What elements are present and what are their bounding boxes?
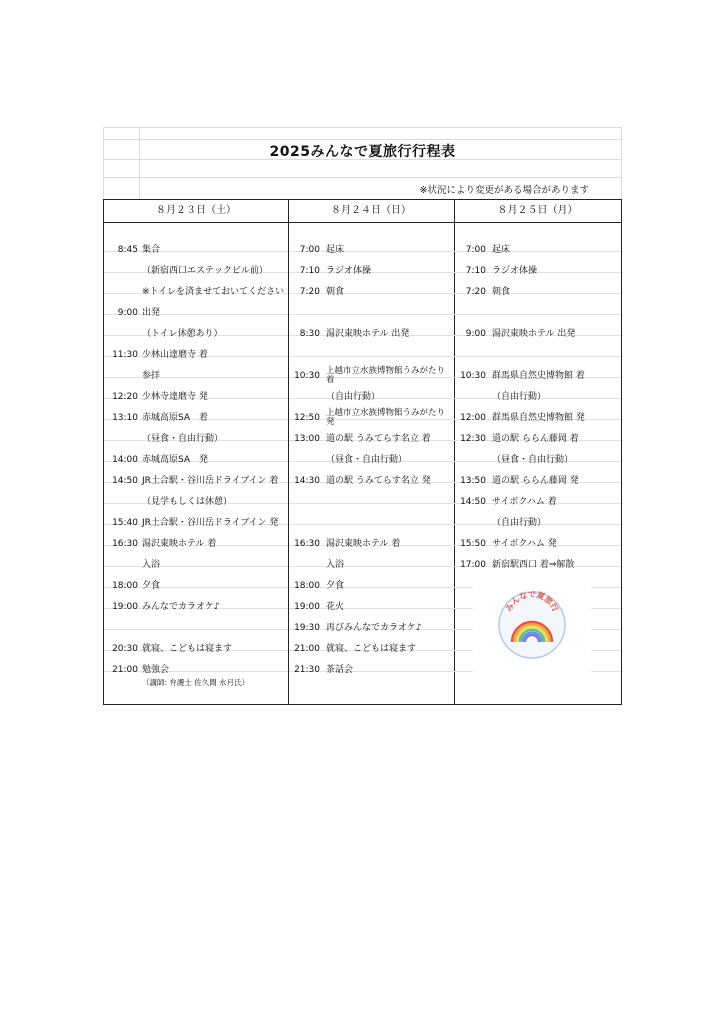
grid-line [139, 127, 140, 199]
schedule-time: 14:00 [112, 455, 138, 465]
schedule-event: （見学もしくは休憩） [142, 497, 233, 507]
schedule-event: サイボクハム 着 [492, 497, 557, 507]
schedule-time: 9:00 [465, 329, 486, 339]
schedule-event: 湯沢東映ホテル 着 [142, 539, 217, 549]
schedule-event: JR土合駅・谷川岳ドライブイン 発 [142, 518, 279, 528]
schedule-time: 8:45 [117, 245, 138, 255]
schedule-time: 17:00 [460, 560, 486, 570]
schedule-event: 出発 [142, 308, 161, 318]
schedule-event: 入浴 [326, 560, 345, 570]
row-separator [289, 314, 455, 315]
schedule-time: 7:00 [465, 245, 486, 255]
schedule-time: 10:30 [460, 371, 486, 381]
schedule-event: JR土合駅・谷川岳ドライブイン 着 [142, 476, 279, 486]
schedule-event: 花火 [326, 602, 345, 612]
schedule-time: 19:00 [294, 602, 320, 612]
schedule-time: 13:00 [294, 434, 320, 444]
schedule-event: 起床 [492, 245, 511, 255]
schedule-time: 7:10 [465, 266, 486, 276]
schedule-event: 就寝、こどもは寝ます [326, 644, 417, 654]
schedule-event: （新宿西口エステックビル前） [142, 266, 268, 276]
schedule-event: （トイレ休憩あり） [142, 329, 223, 339]
schedule-time: 9:00 [117, 308, 138, 318]
schedule-event: （自由行動） [492, 518, 547, 528]
schedule-event: 朝食 [326, 287, 345, 297]
schedule-event: 起床 [326, 245, 345, 255]
schedule-event: 集合 [142, 245, 161, 255]
grid-line [103, 139, 622, 140]
schedule-time: 16:30 [294, 539, 320, 549]
logo-title: みんなで夏旅行 [503, 590, 561, 614]
schedule-time: 19:00 [112, 602, 138, 612]
row-separator [289, 524, 455, 525]
schedule-event: 夕食 [142, 581, 161, 591]
schedule-event: 少林寺達磨寺 発 [142, 392, 208, 402]
schedule-time: 14:50 [112, 476, 138, 486]
schedule-event: （自由行動） [326, 392, 381, 402]
schedule-event: （昼食・自由行動） [142, 434, 224, 444]
schedule-time: 13:50 [460, 476, 486, 486]
schedule-event: （昼食・自由行動） [492, 455, 574, 465]
day-header-3: ８月２５日（月） [497, 205, 578, 216]
schedule-time: 20:30 [112, 644, 138, 654]
schedule-event: 少林山達磨寺 着 [142, 350, 208, 360]
schedule-event: 勉強会 [142, 665, 170, 675]
schedule-event: ※トイレを済ませておいてください [142, 287, 285, 297]
schedule-event: 群馬県自然史博物館 発 [492, 413, 585, 423]
schedule-time: 13:10 [112, 413, 138, 423]
schedule-event: みんなでカラオケ♪ [142, 602, 220, 612]
schedule-time: 21:00 [294, 644, 320, 654]
row-separator [455, 356, 621, 357]
schedule-time: 12:50 [294, 413, 320, 423]
schedule-time: 19:30 [294, 623, 320, 633]
itinerary-sheet [103, 127, 622, 706]
schedule-event: 湯沢東映ホテル 着 [326, 539, 401, 549]
schedule-time: 7:20 [299, 287, 320, 297]
row-separator [289, 503, 455, 504]
schedule-event: 朝食 [492, 287, 511, 297]
schedule-event: 夕食 [326, 581, 345, 591]
schedule-time: 10:30 [294, 371, 320, 381]
grid-line [103, 127, 104, 199]
schedule-time: 8:30 [299, 329, 320, 339]
schedule-event: （自由行動） [492, 392, 547, 402]
schedule-event: 道の駅 うみてらす名立 着 [326, 434, 431, 444]
schedule-time: 14:30 [294, 476, 320, 486]
schedule-event: サイボクハム 発 [492, 539, 557, 549]
schedule-time: 12:30 [460, 434, 486, 444]
schedule-event: ラジオ体操 [326, 266, 372, 276]
day-header-2: ８月２４日（日） [331, 205, 411, 216]
rainbow-logo [497, 590, 567, 660]
schedule-time: 11:30 [112, 350, 138, 360]
schedule-time: 15:40 [112, 518, 138, 528]
schedule-event: 参拝 [142, 371, 161, 381]
schedule-time: 7:20 [465, 287, 486, 297]
row-separator [289, 356, 455, 357]
lecturer-note: （講師: 弁護士 佐久間 水月氏） [142, 678, 250, 687]
grid-line [621, 127, 622, 199]
schedule-event: 湯沢東映ホテル 出発 [492, 329, 576, 339]
schedule-event: 道の駅 ららん藤岡 発 [492, 476, 579, 486]
schedule-event: 赤城高原SA 発 [142, 455, 209, 465]
day-header-1: ８月２３日（土） [156, 205, 236, 216]
schedule-time: 21:30 [294, 665, 320, 675]
schedule-event: 上越市立水族博物館うみがたり 発 [326, 408, 446, 427]
grid-line [103, 127, 622, 128]
row-separator [104, 629, 288, 630]
schedule-time: 7:00 [299, 245, 320, 255]
schedule-time: 14:50 [460, 497, 486, 507]
schedule-event: （昼食・自由行動） [326, 455, 408, 465]
schedule-time: 16:30 [112, 539, 138, 549]
schedule-event: 再びみんなでカラオケ♪ [326, 623, 422, 633]
grid-line [103, 177, 622, 178]
schedule-time: 15:50 [460, 539, 486, 549]
schedule-event: 就寝、こどもは寝ます [142, 644, 233, 654]
schedule-time: 18:00 [294, 581, 320, 591]
schedule-event: 入浴 [142, 560, 161, 570]
schedule-event: 赤城高原SA 着 [142, 413, 209, 423]
schedule-time: 12:00 [460, 413, 486, 423]
schedule-event: 道の駅 うみてらす名立 発 [326, 476, 431, 486]
schedule-event: 上越市立水族博物館うみがたり 着 [326, 366, 446, 385]
schedule-time: 12:20 [112, 392, 138, 402]
schedule-event: ラジオ体操 [492, 266, 538, 276]
page-title: 2025みんなで夏旅行行程表 [269, 144, 456, 160]
schedule-event: 湯沢東映ホテル 出発 [326, 329, 410, 339]
schedule-time: 18:00 [112, 581, 138, 591]
schedule-event: 道の駅 ららん藤岡 着 [492, 434, 579, 444]
schedule-event: 群馬県自然史博物館 着 [492, 371, 585, 381]
schedule-time: 21:00 [112, 665, 138, 675]
logo-area [473, 582, 591, 692]
change-notice: ※状況により変更がある場合があります [419, 185, 589, 196]
schedule-time: 7:10 [299, 266, 320, 276]
header-divider [104, 222, 621, 223]
row-separator [455, 314, 621, 315]
schedule-event: 新宿駅西口 着⇒解散 [492, 560, 575, 570]
schedule-event: 茶話会 [326, 665, 354, 675]
